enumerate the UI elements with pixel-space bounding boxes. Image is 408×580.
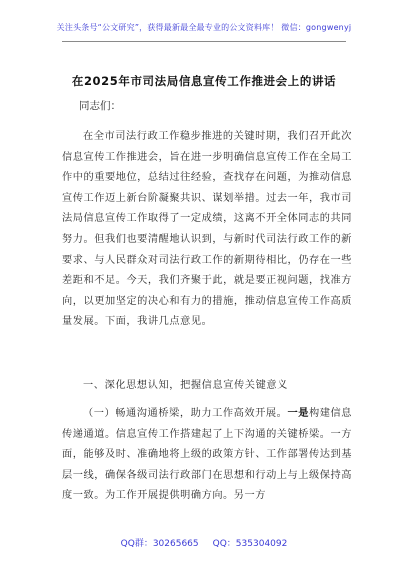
footer-contact [0, 536, 408, 549]
header-banner: 关注头条号“公文研究”，获得最新最全最专业的公文资料库！ 微信：gongwenyj [56, 23, 352, 32]
section-heading: 一、深化思想认知，把握信息宣传关键意义 [83, 380, 288, 391]
footer-qq-group: QQ群：30265665 [120, 539, 199, 549]
paragraph-2-text: 构建信息传递通道。信息宣传工作搭建起了上下沟通的关键桥梁。一方面，能够及时、准确地将上级的政策方针、工作部署传达到基层一线，确保各级司法行政部门在思想和行动上与上级保持高度一致。为工作开展提供明确方向。另一方 [62, 408, 353, 502]
body-paragraph-1: 在全市司法行政工作稳步推进的关键时期，我们召开此次信息宣传工作推进会，旨在进一步明确信息宣传工作在全局工作中的重要地位，总结过往经验，查找存在问题，为推动信息宣传工作迈上新台阶凝聚共识、谋划举措。过去一年，我市司法局信息宣传工作取得了一定成绩，这离不开全体同志的共同努力。但我们也要清醒地认识到，与新时代司法行政工作的新要求、与人民群众对司法行政工作的新期待相比，仍存在一些差距和不足。今天，我们齐聚于此，就是要正视问题，找准方向，以更加坚定的决心和有力的措施，推动信息宣传工作高质量发展。下面，我讲几点意见。 [62, 131, 352, 328]
document-title: 在2025年市司法局信息宣传工作推进会上的讲话 [71, 74, 337, 88]
paragraph-2-subheading: （一）畅通沟通桥梁，助力工作高效开展。 [83, 408, 288, 419]
footer-qq: QQ：535304092 [212, 539, 288, 549]
salutation: 同志们： [79, 100, 121, 112]
body-paragraph-2 [62, 404, 352, 507]
header-divider [62, 41, 346, 42]
paragraph-2-bold-lead: 一是 [287, 408, 309, 419]
